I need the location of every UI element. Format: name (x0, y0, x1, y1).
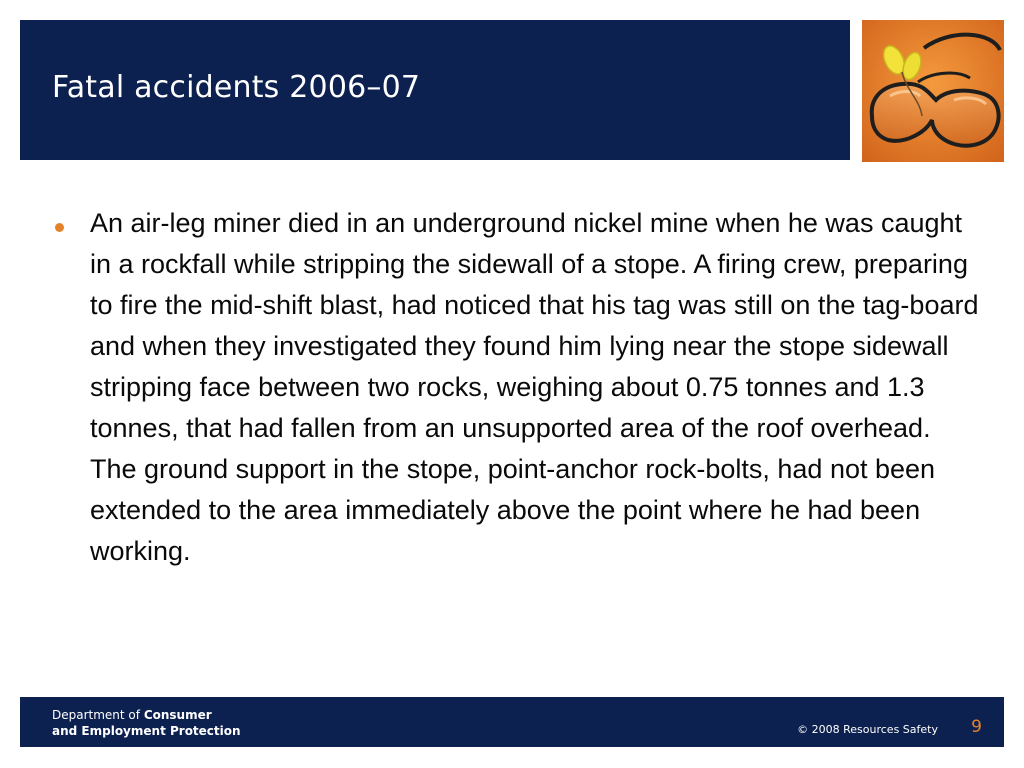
dept-name-line1: Consumer (143, 708, 212, 722)
department-logo-text (52, 707, 241, 739)
safety-glasses-photo (862, 20, 1004, 162)
bullet-dot-icon (55, 223, 64, 232)
copyright-notice: © 2008 Resources Safety (797, 723, 938, 736)
page-number: 9 (971, 717, 982, 737)
bullet-list (50, 203, 980, 572)
slide-title: Fatal accidents 2006–07 (52, 70, 421, 105)
bullet-text: An air-leg miner died in an underground nickel mine when he was caught in a rockfall while stripping the sidewall of a stope. A firing crew, preparing to fire the mid-shift blast, had noticed that his tag was still on the tag-board and when they investigated they found him lying near the stope sidewall stripping face between two rocks, weighing about 0.75 tonnes and 1.3 tonnes, that had fallen from an unsupported area of the roof overhead. The ground support in the stope, point-anchor rock-bolts, had not been extended to the area immediately above the point where he had been working. (90, 208, 979, 566)
dept-prefix: Department of (52, 708, 144, 722)
dept-name-line2: and Employment Protection (52, 724, 241, 738)
safety-glasses-and-earplugs-icon (862, 20, 1004, 162)
bullet-item (50, 203, 980, 572)
